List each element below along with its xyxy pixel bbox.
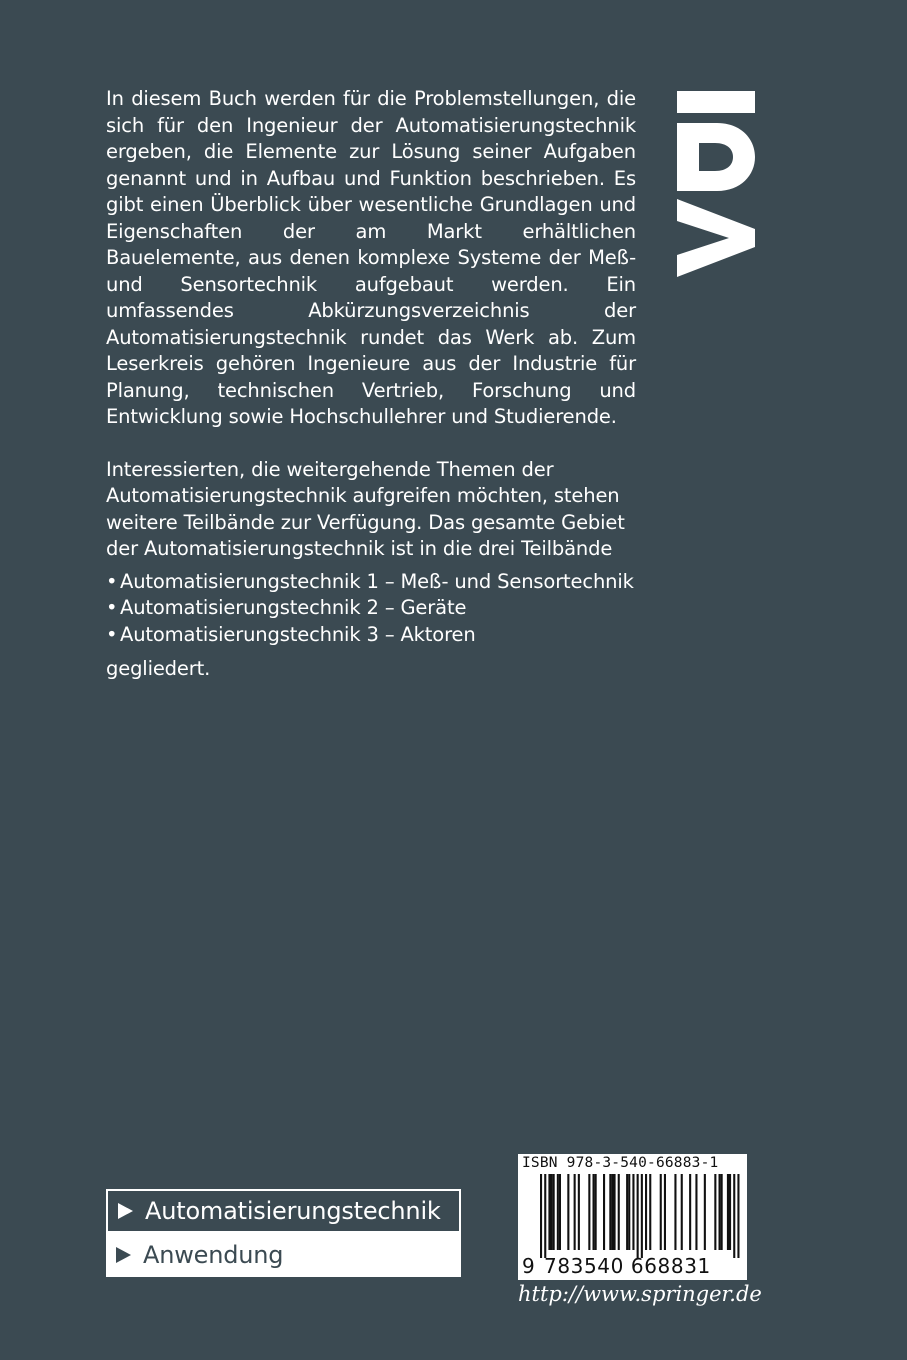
isbn-label: ISBN 978-3-540-66883-1	[522, 1155, 719, 1171]
ean-digits: 783540 668831	[544, 1254, 711, 1278]
volume-list-item	[106, 595, 636, 622]
barcode-bar	[551, 1174, 553, 1250]
series-primary-label: Automatisierungstechnik	[145, 1197, 441, 1225]
barcode-bar	[733, 1174, 735, 1258]
barcode-bar	[603, 1174, 605, 1250]
barcode-bar	[595, 1174, 597, 1250]
barcode-bar	[714, 1174, 716, 1250]
volume-title: Automatisierungstechnik 1 – Meß- und Sensortechnik	[120, 569, 634, 593]
vdi-logo-letter-v	[677, 199, 755, 277]
back-cover-blurb	[106, 86, 636, 683]
barcode-bar	[611, 1174, 613, 1250]
barcode-bar	[719, 1174, 721, 1250]
volume-title: Automatisierungstechnik 3 – Aktoren	[120, 622, 476, 646]
barcode-bar	[721, 1174, 723, 1250]
barcode-bars	[518, 1174, 747, 1260]
barcode-bar	[544, 1174, 546, 1258]
series-label-box	[106, 1189, 461, 1277]
barcode-bar	[578, 1174, 580, 1250]
barcode-bar	[645, 1174, 647, 1250]
barcode-bar	[632, 1174, 634, 1250]
barcode-bar	[664, 1174, 666, 1250]
barcode-bar	[641, 1174, 643, 1258]
barcode-bar	[609, 1174, 611, 1250]
barcode-bar	[674, 1174, 676, 1250]
volume-list-item	[106, 622, 636, 649]
barcode-bar	[626, 1174, 628, 1250]
barcode-bar	[660, 1174, 662, 1250]
barcode-bar	[574, 1174, 576, 1250]
ean-first-digit: 9	[522, 1254, 536, 1278]
barcode-bar	[737, 1174, 739, 1258]
barcode-bar	[729, 1174, 731, 1250]
barcode-bar	[548, 1174, 550, 1250]
barcode-bar	[704, 1174, 706, 1250]
publisher-website[interactable]: http://www.springer.de	[518, 1282, 762, 1306]
bullet-dot: •	[106, 596, 118, 619]
vdi-logo-letter-d	[677, 123, 755, 191]
volume-list	[106, 569, 636, 649]
barcode-bar	[695, 1174, 697, 1250]
series-secondary-label: Anwendung	[143, 1241, 284, 1269]
bullet-dot: •	[106, 569, 118, 593]
vdi-logo	[677, 91, 755, 277]
barcode-bar	[628, 1174, 630, 1250]
isbn-barcode	[518, 1154, 747, 1280]
barcode-bar	[559, 1174, 561, 1250]
barcode-bar	[567, 1174, 569, 1250]
vdi-logo-letter-i	[677, 91, 755, 113]
description-paragraph: In diesem Buch werden für die Problemstellungen, die sich für den Ingenieur der Automatisierungstechnik ergeben, die Elemente zur Lösung seiner Aufgaben genannt und in Aufbau und Funktion beschrieben. Es gibt einen Überblick über wesentliche Grundlagen und Eigenschaften der am Markt erhältlichen Bauelemente, aus denen komplexe Systeme der Meß- und Sensortechnik aufgebaut werden. Ein umfassendes Abkürzungsverzeichnis der Automatisierungstechnik rundet das Werk ab. Zum Leserkreis gehören Ingenieure aus der Industrie für Planung, technischen Vertrieb, Forschung und Entwicklung sowie Hochschullehrer und Studierende.	[106, 87, 636, 428]
barcode-bar	[681, 1174, 683, 1250]
series-secondary	[106, 1233, 461, 1277]
play-triangle-icon	[118, 1203, 133, 1219]
play-triangle-icon	[116, 1247, 131, 1263]
barcode-bar	[557, 1174, 559, 1250]
barcode-bar	[618, 1174, 620, 1250]
barcode-bar	[727, 1174, 729, 1250]
barcode-bar	[593, 1174, 595, 1250]
barcode-bar	[689, 1174, 691, 1250]
series-primary	[106, 1189, 461, 1233]
closing-text: gegliedert.	[106, 657, 211, 680]
volume-list-item	[106, 569, 636, 596]
volumes-intro-paragraph: Interessierten, die weitergehende Themen der Automatisierungstechnik aufgreifen möchten, stehen weitere Teilbände zur Verfügung. Das gesamte Gebiet der Automatisierungstechnik ist in die drei Teilbände	[106, 457, 625, 560]
barcode-bar	[637, 1174, 639, 1258]
barcode-bar	[649, 1174, 651, 1250]
barcode-bar	[540, 1174, 542, 1258]
barcode-bar	[553, 1174, 555, 1250]
barcode-bar	[614, 1174, 616, 1250]
bullet-dot: •	[106, 622, 118, 646]
barcode-bar	[588, 1174, 590, 1250]
volume-title: Automatisierungstechnik 2 – Geräte	[120, 596, 467, 619]
